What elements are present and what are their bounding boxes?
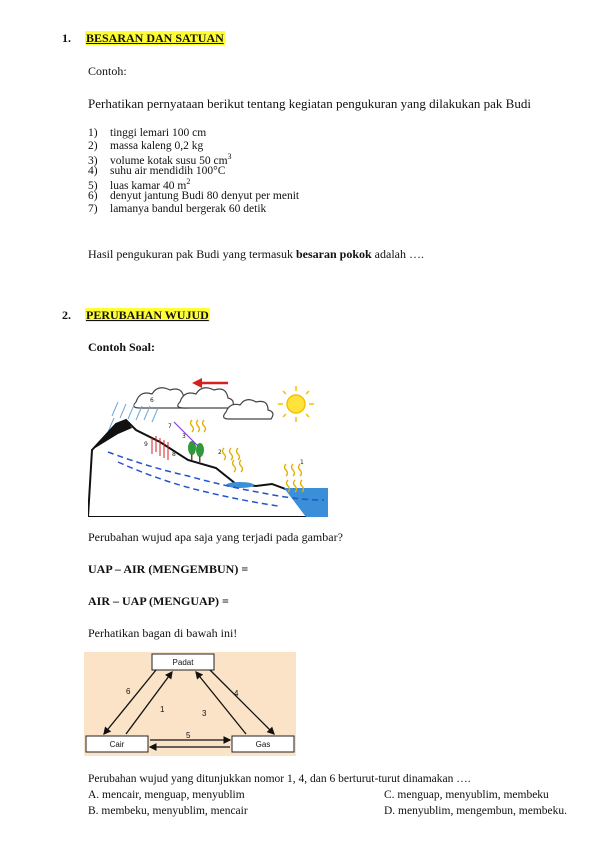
measurement-item bbox=[88, 190, 299, 202]
measurement-item-text: lamanya bandul bergerak 60 detik bbox=[110, 202, 267, 215]
section-2-number: 2. bbox=[62, 308, 71, 322]
question-pre: Hasil pengukuran pak Budi yang termasuk bbox=[88, 247, 296, 261]
option-a: A. mencair, menguap, menyublim bbox=[88, 789, 245, 801]
arrow-label-6: 6 bbox=[126, 687, 131, 696]
measurement-item-number: 6) bbox=[88, 190, 98, 202]
measurement-item-text: massa kaleng 0,2 kg bbox=[110, 139, 204, 152]
figure-label-9: 9 bbox=[144, 441, 148, 448]
measurement-item-number: 7) bbox=[88, 202, 98, 215]
section-1-example-label: Contoh: bbox=[88, 64, 127, 78]
figure-label-8: 8 bbox=[172, 451, 176, 458]
section-1-question bbox=[88, 247, 424, 262]
measurement-item-text: volume kotak susu 50 cm bbox=[110, 155, 228, 168]
measurement-item-text: luas kamar 40 m bbox=[110, 180, 187, 193]
line-uap-air: UAP – AIR (MENGEMBUN) = bbox=[88, 562, 249, 576]
question-post: adalah …. bbox=[371, 247, 424, 261]
section-1-statement: Perhatikan pernyataan berikut tentang kegiatan pengukuran yang dilakukan pak Budi bbox=[88, 96, 531, 111]
scheme-gas-label: Gas bbox=[255, 740, 271, 749]
figure-label-7: 7 bbox=[168, 423, 172, 430]
measurement-item-number: 5) bbox=[88, 180, 98, 193]
measurement-item-number: 3) bbox=[88, 155, 98, 168]
section-2-example-label: Contoh Soal: bbox=[88, 340, 156, 354]
option-b: B. membeku, menyublim, mencair bbox=[88, 805, 248, 817]
measurement-item bbox=[88, 140, 203, 152]
measurement-item bbox=[88, 203, 266, 215]
section-2-title-text: PERUBAHAN WUJUD bbox=[86, 308, 209, 322]
section-2-title bbox=[85, 308, 210, 323]
figure-label-6: 6 bbox=[150, 397, 154, 404]
measurement-item-superscript: 3 bbox=[227, 152, 232, 162]
option-d: D. menyublim, mengembun, membeku. bbox=[384, 805, 568, 817]
measurement-item-number: 4) bbox=[88, 164, 98, 177]
line-air-uap: AIR – UAP (MENGUAP) = bbox=[88, 594, 229, 608]
section-2-question-1: Perubahan wujud apa saja yang terjadi pada gambar? bbox=[88, 530, 343, 544]
section-2-question-2: Perubahan wujud yang ditunjukkan nomor 1, 4, dan 6 berturut-turut dinamakan …. bbox=[88, 773, 471, 785]
water-cycle-figure bbox=[88, 372, 328, 517]
measurement-item-text: denyut jantung Budi 80 denyut per menit bbox=[110, 190, 300, 202]
figure-label-2: 2 bbox=[218, 449, 222, 456]
measurement-item bbox=[88, 165, 225, 177]
scheme-padat-label: Padat bbox=[172, 658, 194, 667]
option-c: C. menguap, menyublim, membeku bbox=[384, 789, 549, 801]
measurement-item-text: tinggi lemari 100 cm bbox=[110, 127, 207, 139]
arrow-label-5: 5 bbox=[186, 731, 191, 740]
section-1-title-text: BESARAN DAN SATUAN bbox=[86, 31, 224, 45]
scheme-cair-label: Cair bbox=[109, 740, 125, 749]
arrow-label-4: 4 bbox=[234, 689, 239, 698]
measurement-item-number: 2) bbox=[88, 139, 98, 152]
measurement-item-text: suhu air mendidih 100°C bbox=[110, 164, 226, 177]
section-1-title bbox=[85, 31, 225, 46]
arrow-label-1: 1 bbox=[160, 705, 165, 714]
measurement-item-number: 1) bbox=[88, 127, 98, 139]
figure-label-1: 1 bbox=[300, 459, 304, 466]
question-bold: besaran pokok bbox=[295, 247, 372, 261]
arrow-label-3: 3 bbox=[202, 709, 207, 718]
measurement-item bbox=[88, 127, 206, 139]
figure-label-3: 3 bbox=[182, 433, 186, 440]
section-1-number: 1. bbox=[62, 31, 71, 45]
scheme-intro: Perhatikan bagan di bawah ini! bbox=[88, 626, 238, 640]
measurement-item-superscript: 2 bbox=[186, 177, 191, 187]
phase-change-scheme bbox=[84, 652, 296, 756]
